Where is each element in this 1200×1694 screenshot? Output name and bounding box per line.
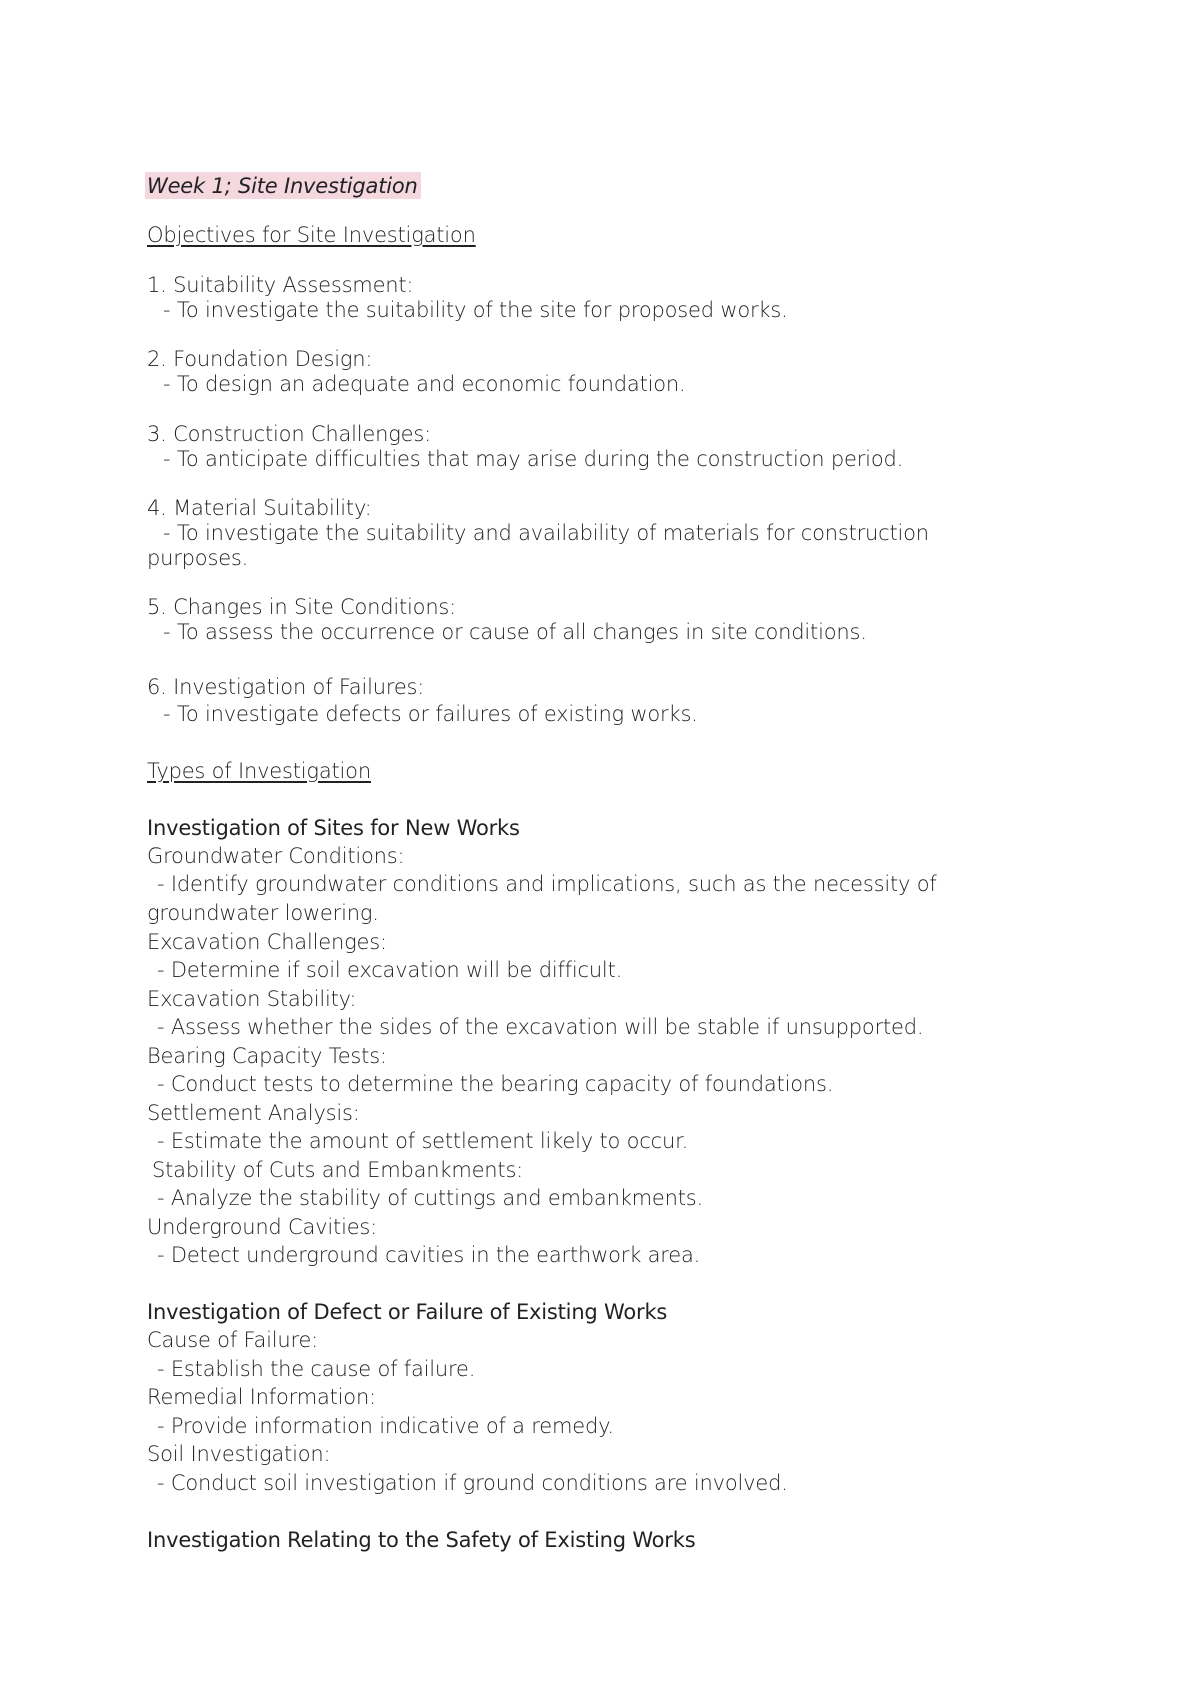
objective-desc: - To anticipate difficulties that may arise during the construction period. (163, 447, 904, 471)
objective-label: 1. Suitability Assessment: (147, 273, 414, 297)
item-desc: - Analyze the stability of cuttings and embankments. (157, 1186, 703, 1210)
item-desc: - Detect underground cavities in the earthwork area. (157, 1243, 701, 1267)
objective-label: 3. Construction Challenges: (147, 422, 431, 446)
item-label: Stability of Cuts and Embankments: (152, 1158, 524, 1182)
item-desc: - Provide information indicative of a remedy. (157, 1414, 614, 1438)
objective-desc: - To investigate the suitability and availability of materials for construction (163, 521, 929, 545)
section-title-new-works: Investigation of Sites for New Works (147, 816, 520, 840)
item-desc: - Conduct soil investigation if ground conditions are involved. (157, 1471, 788, 1495)
item-label: Bearing Capacity Tests: (147, 1044, 387, 1068)
item-label: Cause of Failure: (147, 1328, 319, 1352)
item-label: Excavation Challenges: (147, 930, 387, 954)
types-heading: Types of Investigation (147, 759, 371, 783)
objective-desc: - To design an adequate and economic foundation. (163, 372, 686, 396)
section-title-safety: Investigation Relating to the Safety of Existing Works (147, 1528, 696, 1552)
item-desc: - Assess whether the sides of the excavation will be stable if unsupported. (157, 1015, 924, 1039)
objective-label: 5. Changes in Site Conditions: (147, 595, 457, 619)
item-desc: - Identify groundwater conditions and implications, such as the necessity of (157, 872, 937, 896)
objective-desc-continued: purposes. (147, 546, 249, 570)
item-label: Soil Investigation: (147, 1442, 331, 1466)
item-label: Excavation Stability: (147, 987, 357, 1011)
item-desc: - Conduct tests to determine the bearing capacity of foundations. (157, 1072, 834, 1096)
objectives-heading: Objectives for Site Investigation (147, 223, 476, 247)
item-label: Underground Cavities: (147, 1215, 378, 1239)
item-label: Groundwater Conditions: (147, 844, 405, 868)
objective-label: 6. Investigation of Failures: (147, 675, 425, 699)
objective-desc: - To investigate defects or failures of existing works. (163, 702, 698, 726)
section-title-defect-failure: Investigation of Defect or Failure of Existing Works (147, 1300, 668, 1324)
objective-label: 2. Foundation Design: (147, 347, 373, 371)
page-title: Week 1; Site Investigation (147, 173, 421, 199)
objective-desc: - To investigate the suitability of the site for proposed works. (163, 298, 788, 322)
item-label: Remedial Information: (147, 1385, 376, 1409)
objective-label: 4. Material Suitability: (147, 496, 372, 520)
item-desc-continued: groundwater lowering. (147, 901, 379, 925)
item-desc: - Determine if soil excavation will be difficult. (157, 958, 623, 982)
item-label: Settlement Analysis: (147, 1101, 360, 1125)
objective-desc: - To assess the occurrence or cause of all changes in site conditions. (163, 620, 867, 644)
item-desc: - Establish the cause of failure. (157, 1357, 476, 1381)
item-desc: - Estimate the amount of settlement likely to occur. (157, 1129, 689, 1153)
